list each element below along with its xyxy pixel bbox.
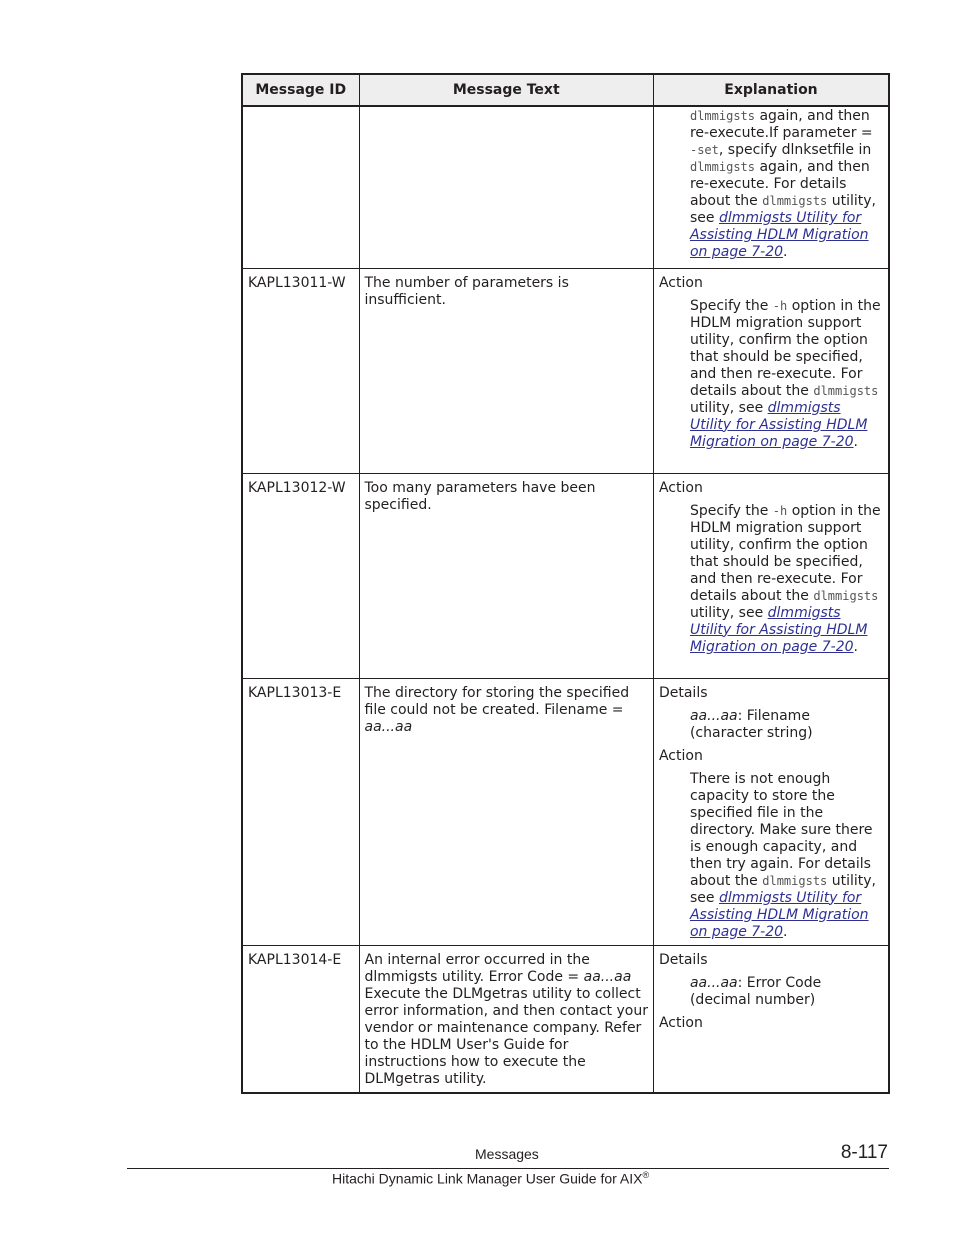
action-text: Specify the -h option in the HDLM migration support utility, confirm the option that should be specified, and then re-execute. For details about the dlmmigsts utility, see dlmmigsts Utility for Assisting HDLM Migration on page 7-20. [689, 297, 881, 450]
table-row [242, 945, 889, 1093]
message-table [241, 73, 890, 1094]
cell-explanation [653, 268, 889, 473]
page-number: 8-117 [840, 1142, 888, 1163]
table-row [242, 268, 889, 473]
footer-book-title: Hitachi Dynamic Link Manager User Guide for AIX® [332, 1170, 650, 1187]
details-text: aa...aa: Filename (character string) [689, 707, 813, 741]
header-message-text: Message Text [359, 74, 653, 106]
registered-mark: ® [642, 1170, 650, 1180]
cell-explanation [653, 678, 889, 945]
action-label: Action [658, 747, 703, 764]
table-row [242, 473, 889, 678]
cell-id [242, 106, 359, 268]
action-label: Action [658, 274, 703, 291]
cell-message-id: KAPL13011-W [242, 268, 359, 473]
footer-section-title: Messages [475, 1146, 539, 1162]
cell-text [359, 106, 653, 268]
explanation-continuation: dlmmigsts again, and then re-execute.If parameter = -set, specify dlnksetfile in dlmmigsts again, and then re-execute. For details about the dlmmigsts utility, see dlmmigsts Utility for Assisting HDLM Migration on page 7-20. [689, 108, 876, 260]
action-label: Action [658, 479, 703, 496]
details-label: Details [658, 684, 708, 701]
cell-message-text: An internal error occurred in the dlmmigsts utility. Error Code = aa...aa Execute the DLMgetras utility to collect error information, and then contact your vendor or maintenance company. Refer to the HDLM User's Guide for instructions how to execute the DLMgetras utility. [359, 945, 653, 1093]
details-label: Details [658, 951, 708, 968]
footer-divider [127, 1168, 889, 1169]
details-text: aa...aa: Error Code (decimal number) [689, 974, 822, 1008]
cell-message-text: Too many parameters have been specified. [359, 473, 653, 678]
cross-reference-link[interactable]: dlmmigsts Utility for Assisting HDLM Migration on page 7-20 [689, 889, 869, 940]
cross-reference-link[interactable]: dlmmigsts Utility for Assisting HDLM Migration on page 7-20 [689, 399, 868, 450]
table-header-row [242, 74, 889, 106]
cell-message-id: KAPL13014-E [242, 945, 359, 1093]
header-message-id: Message ID [242, 74, 359, 106]
table-row [242, 678, 889, 945]
cross-reference-link[interactable]: dlmmigsts Utility for Assisting HDLM Migration on page 7-20 [689, 604, 868, 655]
cell-message-text: The number of parameters is insufficient. [359, 268, 653, 473]
cell-explanation [653, 473, 889, 678]
action-label: Action [658, 1014, 703, 1031]
header-explanation: Explanation [653, 74, 889, 106]
cell-message-text: The directory for storing the specified file could not be created. Filename = aa...aa [359, 678, 653, 945]
cell-message-id: KAPL13012-W [242, 473, 359, 678]
action-text: There is not enough capacity to store the specified file in the directory. Make sure there is enough capacity, and then try again. For details about the dlmmigsts utility, see dlmmigsts Utility for Assisting HDLM Migration on page 7-20. [689, 770, 876, 940]
cell-explanation [653, 106, 889, 268]
cell-explanation [653, 945, 889, 1093]
cross-reference-link[interactable]: dlmmigsts Utility for Assisting HDLM Migration on page 7-20 [689, 210, 869, 260]
action-text: Specify the -h option in the HDLM migration support utility, confirm the option that should be specified, and then re-execute. For details about the dlmmigsts utility, see dlmmigsts Utility for Assisting HDLM Migration on page 7-20. [689, 502, 881, 655]
cell-message-id: KAPL13013-E [242, 678, 359, 945]
table-row [242, 106, 889, 268]
